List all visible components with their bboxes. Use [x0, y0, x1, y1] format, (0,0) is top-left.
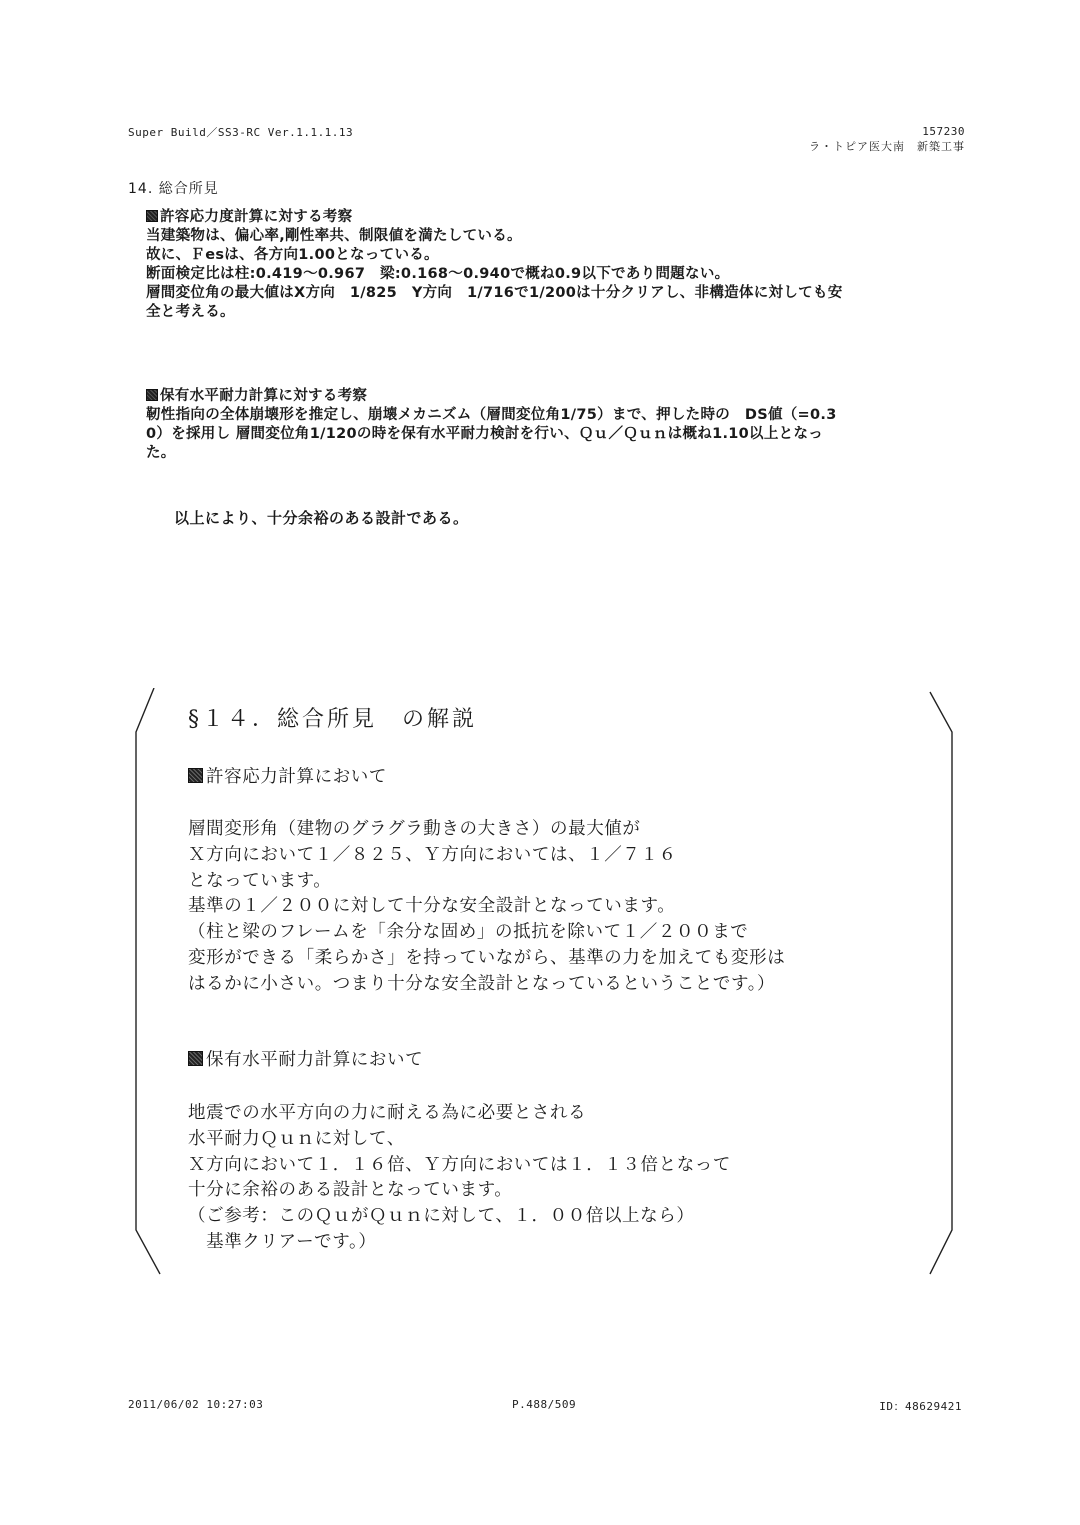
filled-square-icon — [188, 1051, 203, 1066]
allowable-stress-line: 故に、Ｆesは、各方向1.00となっている。 — [146, 247, 439, 263]
print-datetime: 2011/06/02 10:27:03 — [128, 1398, 264, 1411]
allowable-stress-line: 当建築物は、偏心率,剛性率共、制限値を満たしている。 — [146, 228, 522, 244]
explanation-section2-heading — [188, 1048, 423, 1074]
allowable-stress-line: 断面検定比は柱:0.419～0.967 梁:0.168～0.940で概ね0.9以下であり問題ない。 — [146, 266, 730, 282]
left-bracket — [136, 688, 160, 1274]
explanation-line: はるかに小さい。つまり十分な安全設計となっているということです。） — [188, 973, 776, 994]
explanation-line: 基準クリアーです。） — [188, 1231, 377, 1252]
explanation-line: （ご参考：このＱｕがＱｕｎに対して、１．００倍以上なら） — [188, 1206, 695, 1227]
explanation-title: §１４．総合所見 の解説 — [188, 707, 478, 732]
explanation-section1-heading — [188, 765, 387, 791]
explanation-line: 基準の１／２００に対して十分な安全設計となっています。 — [188, 896, 676, 917]
explanation-line: 層間変形角（建物のグラグラ動きの大きさ）の最大値が — [188, 819, 641, 839]
filled-square-icon — [146, 210, 158, 222]
explanation-line: 十分に余裕のある設計となっています。 — [188, 1180, 513, 1201]
allowable-stress-heading-text: 許容応力度計算に対する考察 — [160, 209, 353, 225]
document-header-right — [809, 124, 965, 154]
horizontal-capacity-block — [146, 387, 976, 463]
project-name: ラ・トピア医大南 新築工事 — [809, 140, 965, 153]
allowable-stress-block — [146, 208, 976, 322]
horizontal-capacity-line: 0）を採用し 層間変位角1/120の時を保有水平耐力検討を行い、Ｑｕ／Ｑｕｎは概ね1.10以上となっ — [146, 426, 824, 442]
horizontal-capacity-heading — [146, 387, 976, 406]
filled-square-icon — [146, 389, 158, 401]
allowable-stress-line: 層間変位角の最大値はX方向 1/825 Y方向 1/716で1/200は十分クリアし、非構造体に対しても安 — [146, 285, 843, 301]
explanation-line: 水平耐力Ｑｕｎに対して、 — [188, 1128, 405, 1149]
right-bracket — [930, 692, 952, 1274]
explanation-line: 地震での水平方向の力に耐える為に必要とされる — [188, 1103, 587, 1123]
conclusion: 以上により、十分余裕のある設計である。 — [174, 509, 469, 527]
horizontal-capacity-line: 靭性指向の全体崩壊形を推定し、崩壊メカニズム（層間変位角1/75）まで、押した時の DS値（=0.3 — [146, 407, 837, 423]
explanation-line: 変形ができる「柔らかさ」を持っていながら、基準の力を加えても変形は — [188, 947, 786, 968]
software-version: Super Build／SS3-RC Ver.1.1.1.13 — [128, 126, 354, 139]
explanation-line: Ｘ方向において１．１６倍、Ｙ方向においては１．１３倍となって — [188, 1154, 731, 1175]
horizontal-capacity-line: た。 — [146, 445, 176, 461]
allowable-stress-line: 全と考える。 — [146, 304, 235, 320]
page-number: P.488/509 — [512, 1398, 577, 1411]
explanation-line: Ｘ方向において１／８２５、Ｙ方向においては、１／７１６ — [188, 844, 677, 865]
explanation-section2-body — [188, 1101, 731, 1256]
document-id: ID：48629421 — [879, 1400, 962, 1413]
allowable-stress-heading — [146, 208, 976, 227]
document-code: 157230 — [922, 125, 965, 138]
filled-square-icon — [188, 768, 203, 783]
explanation-section1-body — [188, 817, 785, 998]
section-title: 14. 総合所見 — [128, 181, 219, 197]
explanation-section1-heading-text: 許容応力計算において — [206, 767, 387, 787]
horizontal-capacity-heading-text: 保有水平耐力計算に対する考察 — [160, 388, 368, 404]
explanation-line: となっています。 — [188, 870, 332, 891]
explanation-section2-heading-text: 保有水平耐力計算において — [206, 1050, 424, 1070]
explanation-line: （柱と梁のフレームを「余分な固め」の抵抗を除いて１／２００まで — [188, 922, 749, 943]
